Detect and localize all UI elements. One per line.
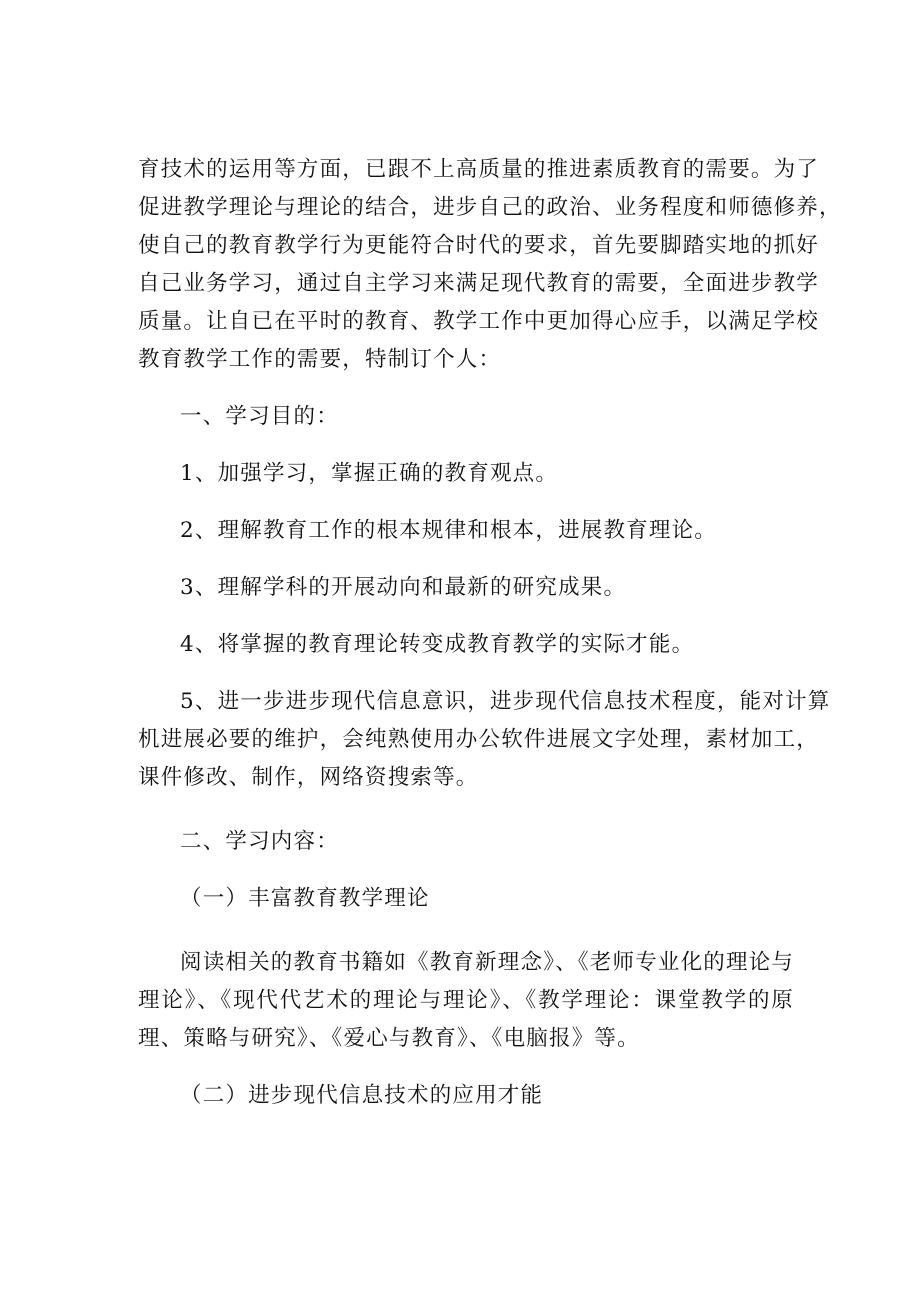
section-heading-goals: 一、学习目的： — [180, 404, 339, 429]
subsection-heading-it-skills: （二）进步现代信息技术的应用才能 — [180, 1083, 544, 1108]
text-line: 理、策略与研究》、《爱心与教育》、《电脑报》等。 — [138, 1026, 640, 1051]
goal-item-5 — [138, 683, 831, 797]
section-heading-content: 二、学习内容： — [180, 829, 339, 854]
text-line: 教育教学工作的需要，特制订个人： — [138, 347, 502, 372]
text-line: 质量。让自已在平时的教育、教学工作中更加得心应手，以满足学校 — [138, 309, 820, 334]
text-line: 使自己的教育教学行为更能符合时代的要求，首先要脚踏实地的抓好 — [138, 233, 820, 258]
text-line: 理论》、《现代代艺术的理论与理论》、《教学理论：课堂教学的原 — [138, 988, 794, 1013]
text-line: 机进展必要的维护，会纯熟使用办公软件进展文字处理，素材加工， — [138, 727, 820, 752]
subsection-heading-theory: （一）丰富教育教学理论 — [180, 886, 430, 911]
text-line: 自己业务学习，通过自主学习来满足现代教育的需要，全面进步教学 — [138, 271, 820, 296]
text-line: 阅读相关的教育书籍如《教育新理念》、《老师专业化的理论与 — [180, 950, 795, 975]
intro-paragraph — [138, 151, 842, 379]
text-line: 育技术的运用等方面，已跟不上高质量的推进素质教育的需要。为了 — [138, 157, 820, 182]
reading-list-paragraph — [138, 944, 794, 1058]
text-line: 促进教学理论与理论的结合，进步自己的政治、业务程度和师德修养， — [138, 195, 842, 220]
text-line: 课件修改、制作，网络资搜索等。 — [138, 765, 479, 790]
goal-item-4: 4、将掌握的教育理论转变成教育教学的实际才能。 — [180, 632, 695, 657]
document-body — [138, 151, 842, 1115]
goal-item-3: 3、理解学科的开展动向和最新的研究成果。 — [180, 575, 627, 600]
goal-item-1: 1、加强学习，掌握正确的教育观点。 — [180, 461, 559, 486]
text-line: 5、进一步进步现代信息意识，进步现代信息技术程度，能对计算 — [180, 689, 831, 714]
goal-item-2: 2、理解教育工作的根本规律和根本，进展教育理论。 — [180, 518, 717, 543]
